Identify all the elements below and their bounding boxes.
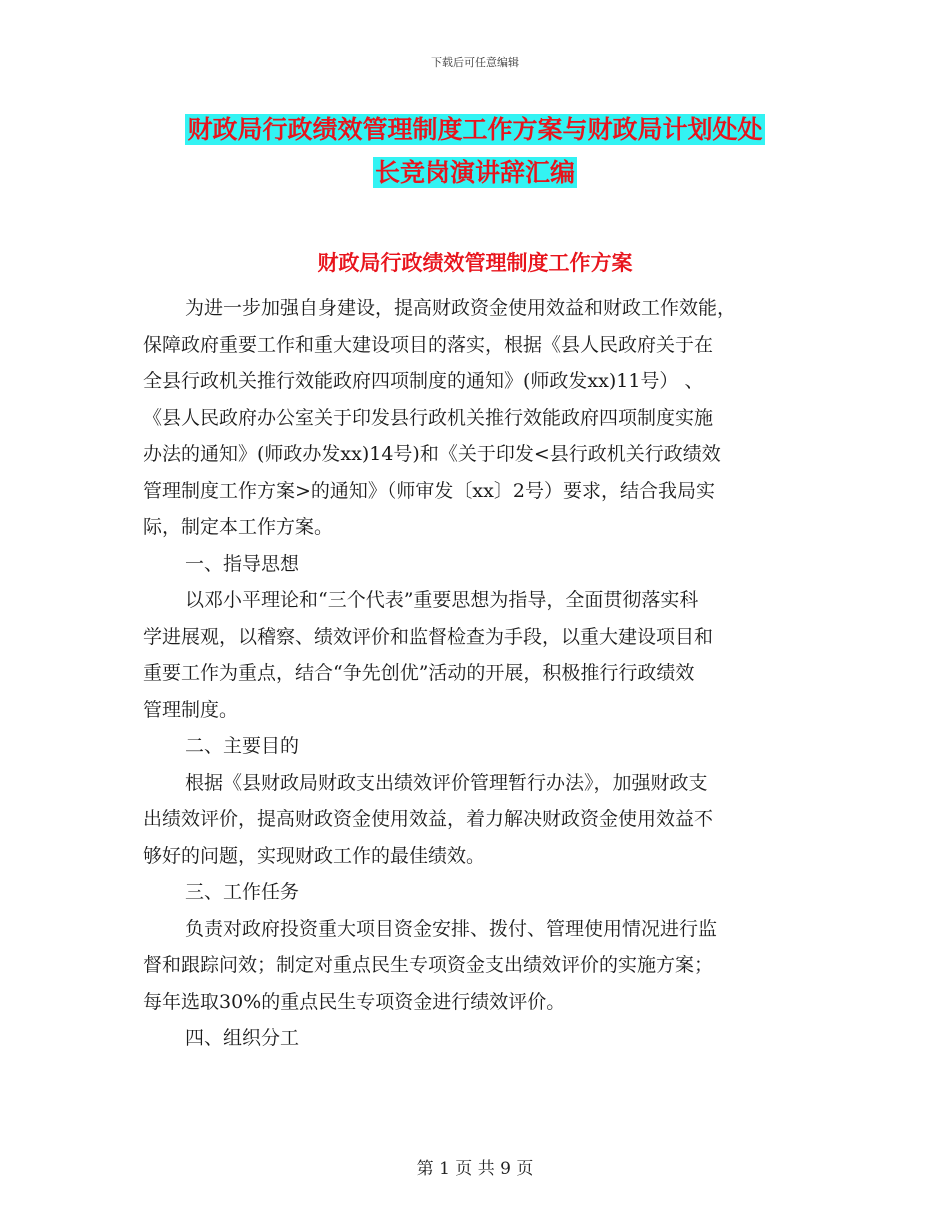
document-title-line-2-text: 长竞岗演讲辞汇编 <box>374 158 575 187</box>
paragraph-line: 为进一步加强自身建设，提高财政资金使用效益和财政工作效能， <box>185 297 737 319</box>
paragraph-line: 四、组织分工 <box>185 1027 300 1049</box>
paragraph <box>143 546 807 583</box>
paragraph-line: 一、指导思想 <box>185 552 300 575</box>
paragraph <box>143 765 807 875</box>
paragraph-line: 办法的通知》(师政办发xx)14号)和《关于印发<县行政机关行政绩效 <box>143 443 721 465</box>
paragraph-line: 二、主要目的 <box>185 735 300 757</box>
paragraph <box>143 1020 807 1057</box>
paragraph-line: 出绩效评价，提高财政资金使用效益，着力解决财政资金使用效益不 <box>143 808 714 830</box>
document-title-line-1 <box>0 114 950 146</box>
paragraph-line: 每年选取30%的重点民生专项资金进行绩效评价。 <box>143 990 566 1013</box>
paragraph-line: 保障政府重要工作和重大建设项目的落实，根据《县人民政府关于在 <box>143 333 714 356</box>
section-title: 财政局行政绩效管理制度工作方案 <box>317 251 633 275</box>
paragraph-line: 《县人民政府办公室关于印发县行政机关推行效能政府四项制度实施 <box>143 406 714 429</box>
paragraph <box>143 874 807 911</box>
paragraph <box>143 728 807 765</box>
page-footer: 第 1 页 共 9 页 <box>416 1159 534 1179</box>
paragraph <box>143 911 807 1021</box>
paragraph-line: 够好的问题，实现财政工作的最佳绩效。 <box>143 844 486 867</box>
paragraph <box>143 582 807 728</box>
paragraph-line: 管理制度。 <box>143 698 239 721</box>
paragraph <box>143 290 807 546</box>
paragraph-line: 督和跟踪问效；制定对重点民生专项资金支出绩效评价的实施方案； <box>143 954 714 976</box>
paragraph-line: 学进展观，以稽察、绩效评价和监督检查为手段，以重大建设项目和 <box>143 625 714 648</box>
paragraph-line: 以邓小平理论和“三个代表”重要思想为指导，全面贯彻落实科 <box>185 589 699 611</box>
paragraph-line: 负责对政府投资重大项目资金安排、拨付、管理使用情况进行监 <box>185 917 718 940</box>
document-title-line-1-text: 财政局行政绩效管理制度工作方案与财政局计划处处 <box>187 115 763 144</box>
header-note: 下载后可任意编辑 <box>431 56 519 69</box>
paragraph-line: 根据《县财政局财政支出绩效评价管理暂行办法》，加强财政支 <box>185 771 708 794</box>
document-body <box>143 290 807 1057</box>
paragraph-line: 管理制度工作方案>的通知》（师审发〔xx〕2号）要求，结合我局实 <box>143 479 715 502</box>
paragraph-line: 重要工作为重点，结合“争先创优”活动的开展，积极推行行政绩效 <box>143 662 695 684</box>
paragraph-line: 三、工作任务 <box>185 881 300 903</box>
paragraph-line: 全县行政机关推行效能政府四项制度的通知》(师政发xx)11号） 、 <box>143 370 704 392</box>
paragraph-line: 际，制定本工作方案。 <box>143 516 334 538</box>
document-title-line-2 <box>0 157 950 189</box>
